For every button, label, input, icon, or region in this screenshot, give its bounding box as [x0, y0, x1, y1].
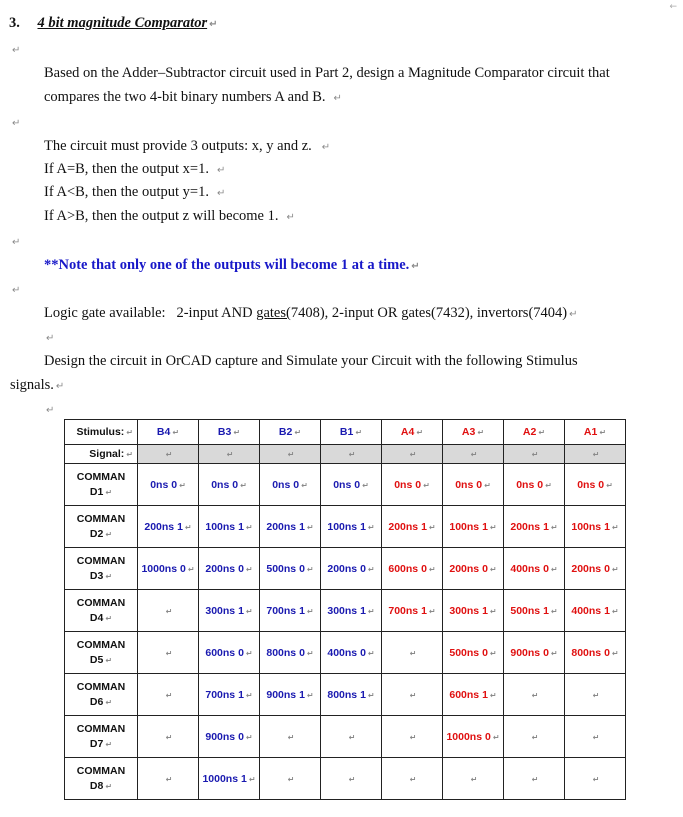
stimulus-cell: 1000ns 1 ↵	[199, 758, 260, 800]
command-label-cell: COMMAN D2 ↵	[65, 506, 138, 548]
note-text: **Note that only one of the outputs will become 1 at a time. ↵	[44, 257, 420, 273]
stimulus-cell: ↵	[382, 758, 443, 800]
stimulus-cell: 0ns 0 ↵	[504, 464, 565, 506]
section-number: 3.	[9, 15, 20, 31]
header-cell-a2: A2 ↵	[504, 420, 565, 445]
stimulus-cell: ↵	[138, 674, 199, 716]
stimulus-cell: ↵	[260, 758, 321, 800]
command-label-cell: COMMAN D4 ↵	[65, 590, 138, 632]
paragraph-line: compares the two 4-bit binary numbers A and B. ↵	[44, 89, 342, 105]
stimulus-cell: ↵	[138, 758, 199, 800]
stimulus-cell: 900ns 0 ↵	[199, 716, 260, 758]
stimulus-cell: 500ns 0 ↵	[260, 548, 321, 590]
stimulus-cell: 0ns 0 ↵	[382, 464, 443, 506]
paragraph-line: Based on the Adder–Subtractor circuit used in Part 2, design a Magnitude Comparator circuit that	[44, 65, 610, 81]
stimulus-cell: 1000ns 0 ↵	[138, 548, 199, 590]
command-label-cell: COMMAN D1 ↵	[65, 464, 138, 506]
stimulus-cell: 700ns 1 ↵	[382, 590, 443, 632]
stimulus-cell: 900ns 1 ↵	[260, 674, 321, 716]
stimulus-cell: 200ns 1 ↵	[138, 506, 199, 548]
stimulus-cell: ↵	[382, 632, 443, 674]
stimulus-cell: 600ns 0 ↵	[199, 632, 260, 674]
stimulus-cell: ↵	[565, 716, 626, 758]
stimulus-cell: 400ns 0 ↵	[504, 548, 565, 590]
stimulus-cell: 400ns 1 ↵	[565, 590, 626, 632]
command-label-cell: COMMAN D7 ↵	[65, 716, 138, 758]
stimulus-cell: ↵	[443, 758, 504, 800]
command-label-cell: COMMAN D3 ↵	[65, 548, 138, 590]
command-label-cell: COMMAN D6 ↵	[65, 674, 138, 716]
command-row	[65, 506, 626, 548]
stimulus-cell: 0ns 0 ↵	[565, 464, 626, 506]
paragraph-mark-icon: ↵	[12, 285, 21, 296]
paragraph-mark-icon: ↵	[209, 19, 218, 30]
header-cell-a3: A3 ↵	[443, 420, 504, 445]
command-row	[65, 548, 626, 590]
stimulus-cell: 300ns 1 ↵	[199, 590, 260, 632]
command-row	[65, 632, 626, 674]
stimulus-cell: ↵	[382, 716, 443, 758]
stimulus-cell: 400ns 0 ↵	[321, 632, 382, 674]
header-cell-a1: A1 ↵	[565, 420, 626, 445]
stimulus-cell: 100ns 1 ↵	[565, 506, 626, 548]
stimulus-header-row	[65, 420, 626, 445]
logic-gates-label: Logic gate available:	[44, 305, 166, 321]
stimulus-table	[64, 419, 626, 800]
command-label-cell: COMMAN D8 ↵	[65, 758, 138, 800]
stimulus-cell: ↵	[138, 716, 199, 758]
paragraph-mark-icon: ↵	[12, 45, 21, 56]
stimulus-cell: 800ns 0 ↵	[260, 632, 321, 674]
signal-cell: ↵	[565, 445, 626, 464]
header-cell-b3: B3 ↵	[199, 420, 260, 445]
stimulus-cell: ↵	[504, 674, 565, 716]
stimulus-label-cell: Stimulus: ↵	[65, 420, 138, 445]
header-cell-b4: B4 ↵	[138, 420, 199, 445]
stimulus-cell: 200ns 1 ↵	[260, 506, 321, 548]
design-line: Design the circuit in OrCAD capture and Simulate your Circuit with the following Stimulus	[44, 353, 578, 369]
stimulus-cell: 800ns 0 ↵	[565, 632, 626, 674]
signal-label-cell: Signal: ↵	[65, 445, 138, 464]
header-cell-b2: B2 ↵	[260, 420, 321, 445]
stimulus-cell: 1000ns 0 ↵	[443, 716, 504, 758]
stimulus-cell: 100ns 1 ↵	[199, 506, 260, 548]
stimulus-cell: ↵	[504, 758, 565, 800]
header-cell-b1: B1 ↵	[321, 420, 382, 445]
stimulus-cell: 700ns 1 ↵	[260, 590, 321, 632]
command-row	[65, 464, 626, 506]
stimulus-cell: 0ns 0 ↵	[199, 464, 260, 506]
stimulus-cell: 200ns 0 ↵	[565, 548, 626, 590]
signal-cell: ↵	[504, 445, 565, 464]
stimulus-cell: 900ns 0 ↵	[504, 632, 565, 674]
return-arrow-icon: ←	[669, 2, 677, 12]
stimulus-cell: ↵	[321, 758, 382, 800]
paragraph-mark-icon: ↵	[46, 333, 55, 344]
stimulus-cell: ↵	[565, 758, 626, 800]
stimulus-cell: 100ns 1 ↵	[321, 506, 382, 548]
stimulus-cell: 0ns 0 ↵	[321, 464, 382, 506]
stimulus-cell: 500ns 0 ↵	[443, 632, 504, 674]
command-row	[65, 674, 626, 716]
stimulus-cell: 800ns 1 ↵	[321, 674, 382, 716]
signal-cell: ↵	[138, 445, 199, 464]
header-cell-a4: A4 ↵	[382, 420, 443, 445]
stimulus-cell: ↵	[382, 674, 443, 716]
requirement-less: If A<B, then the output y=1. ↵	[44, 184, 226, 200]
signal-cell: ↵	[382, 445, 443, 464]
signal-row	[65, 445, 626, 464]
stimulus-cell: 200ns 0 ↵	[443, 548, 504, 590]
requirement-equal: If A=B, then the output x=1. ↵	[44, 161, 226, 177]
signal-cell: ↵	[321, 445, 382, 464]
stimulus-cell: 0ns 0 ↵	[138, 464, 199, 506]
stimulus-cell: ↵	[260, 716, 321, 758]
stimulus-cell: 0ns 0 ↵	[443, 464, 504, 506]
signal-cell: ↵	[199, 445, 260, 464]
stimulus-cell: ↵	[138, 590, 199, 632]
section-title: 4 bit magnitude Comparator	[37, 15, 208, 31]
stimulus-cell: ↵	[504, 716, 565, 758]
requirement-greater: If A>B, then the output z will become 1. ↵	[44, 208, 295, 224]
stimulus-cell: 0ns 0 ↵	[260, 464, 321, 506]
stimulus-cell: 300ns 1 ↵	[443, 590, 504, 632]
stimulus-cell: 200ns 0 ↵	[199, 548, 260, 590]
requirement-intro: The circuit must provide 3 outputs: x, y and z. ↵	[44, 138, 331, 154]
paragraph-mark-icon: ↵	[12, 237, 21, 248]
signal-cell: ↵	[260, 445, 321, 464]
stimulus-cell: 200ns 1 ↵	[504, 506, 565, 548]
command-row	[65, 590, 626, 632]
stimulus-cell: 500ns 1 ↵	[504, 590, 565, 632]
stimulus-cell: ↵	[138, 632, 199, 674]
stimulus-cell: 200ns 1 ↵	[382, 506, 443, 548]
stimulus-cell: 100ns 1 ↵	[443, 506, 504, 548]
stimulus-cell: 600ns 0 ↵	[382, 548, 443, 590]
stimulus-cell: 600ns 1 ↵	[443, 674, 504, 716]
command-row	[65, 758, 626, 800]
command-row	[65, 716, 626, 758]
command-label-cell: COMMAN D5 ↵	[65, 632, 138, 674]
stimulus-cell: 200ns 0 ↵	[321, 548, 382, 590]
stimulus-cell: ↵	[321, 716, 382, 758]
signal-cell: ↵	[443, 445, 504, 464]
stimulus-cell: 700ns 1 ↵	[199, 674, 260, 716]
stimulus-cell: ↵	[565, 674, 626, 716]
design-line: signals. ↵	[10, 377, 65, 393]
paragraph-mark-icon: ↵	[12, 118, 21, 129]
paragraph-mark-icon: ↵	[46, 405, 55, 416]
section-heading	[9, 14, 218, 34]
logic-gates-line: Logic gate available: 2-input AND gates(7408), 2-input OR gates(7432), invertors(7404) ↵	[44, 305, 578, 321]
gates-link[interactable]: gates(	[256, 305, 291, 321]
stimulus-cell: 300ns 1 ↵	[321, 590, 382, 632]
